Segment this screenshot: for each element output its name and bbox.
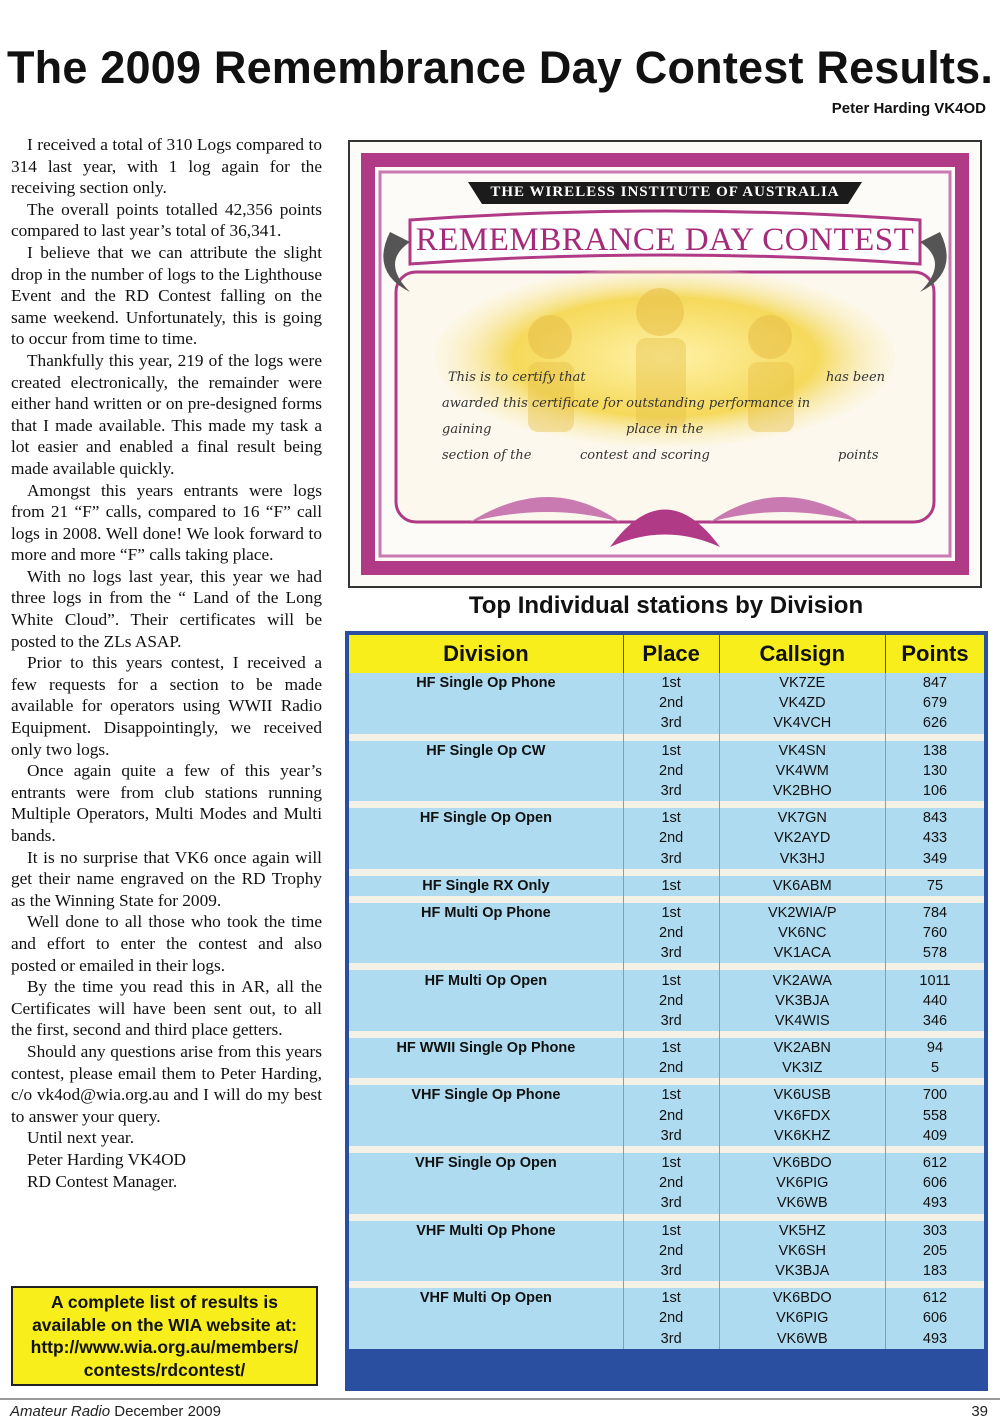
place-cell: 2nd: [623, 1106, 719, 1126]
certificate-script: place in the: [626, 422, 704, 437]
table-row: [349, 1173, 984, 1193]
table-row: [349, 1288, 984, 1308]
spacer-cell: [719, 1214, 885, 1221]
place-cell: 1st: [623, 1221, 719, 1241]
division-name-cell: [349, 1261, 623, 1281]
results-table-frame: [345, 631, 988, 1391]
table-row: [349, 849, 984, 869]
table-row: [349, 1038, 984, 1058]
points-cell: 626: [885, 713, 984, 733]
points-cell: 349: [885, 849, 984, 869]
callsign-cell: VK4VCH: [719, 713, 885, 733]
callsign-cell: VK6SH: [719, 1241, 885, 1261]
callsign-cell: VK3HJ: [719, 849, 885, 869]
table-row: [349, 808, 984, 828]
article-paragraph: Well done to all those who took the time and effort to enter the contest and also posted or emailed in their logs.: [11, 912, 322, 975]
spacer-cell: [349, 1031, 623, 1038]
spacer-cell: [719, 963, 885, 970]
place-cell: 1st: [623, 876, 719, 896]
certificate-script: This is to certify that: [448, 370, 586, 385]
article-paragraph: Amongst this years entrants were logs from 21 “F” calls, compared to 16 “F” call logs in 2008. Well done! We look forward to more and more “F” calls taking place.: [11, 480, 322, 565]
certificate-name: REMEMBRANCE DAY CONTEST: [415, 222, 915, 258]
certificate-script: gaining: [442, 422, 492, 437]
certificate-org: THE WIRELESS INSTITUTE OF AUSTRALIA: [490, 184, 840, 200]
spacer-cell: [719, 1281, 885, 1288]
spacer-cell: [885, 1078, 984, 1085]
spacer-cell: [885, 1281, 984, 1288]
spacer-cell: [349, 734, 623, 741]
signoff-line: RD Contest Manager.: [27, 1171, 178, 1191]
points-cell: 205: [885, 1241, 984, 1261]
issue-date: December 2009: [114, 1403, 221, 1420]
division-name-cell: [349, 1011, 623, 1031]
callsign-cell: VK6NC: [719, 923, 885, 943]
place-cell: 3rd: [623, 1328, 719, 1348]
division-name-cell: HF Single Op CW: [349, 741, 623, 761]
division-spacer: [349, 1146, 984, 1153]
place-cell: 2nd: [623, 1173, 719, 1193]
division-name-cell: [349, 1328, 623, 1348]
callsign-cell: VK4SN: [719, 741, 885, 761]
points-cell: 578: [885, 943, 984, 963]
spacer-cell: [349, 1214, 623, 1221]
table-row: [349, 1193, 984, 1213]
points-cell: 606: [885, 1173, 984, 1193]
magazine-name: Amateur Radio: [10, 1403, 111, 1420]
table-row: [349, 903, 984, 923]
place-cell: 1st: [623, 808, 719, 828]
points-cell: 700: [885, 1085, 984, 1105]
points-cell: 843: [885, 808, 984, 828]
spacer-cell: [349, 1281, 623, 1288]
points-cell: 612: [885, 1153, 984, 1173]
place-cell: 2nd: [623, 1058, 719, 1078]
points-cell: 493: [885, 1328, 984, 1348]
table-row: [349, 781, 984, 801]
place-cell: 3rd: [623, 1126, 719, 1146]
division-name-cell: [349, 1241, 623, 1261]
spacer-cell: [349, 896, 623, 903]
footer-divider: [0, 1398, 1000, 1400]
division-name-cell: [349, 781, 623, 801]
column-header-points: Points: [885, 635, 984, 673]
place-cell: 3rd: [623, 713, 719, 733]
callsign-cell: VK4WIS: [719, 1011, 885, 1031]
points-cell: 138: [885, 741, 984, 761]
spacer-cell: [885, 896, 984, 903]
page-title: The 2009 Remembrance Day Contest Results.: [6, 42, 994, 93]
spacer-cell: [719, 869, 885, 876]
article-paragraph: Prior to this years contest, I received a few requests for a section to be made available for operators using WWII Radio Equipment. Disappointingly, we received only two logs.: [11, 653, 322, 759]
table-row: [349, 1308, 984, 1328]
spacer-cell: [623, 1281, 719, 1288]
place-cell: 2nd: [623, 991, 719, 1011]
spacer-cell: [349, 869, 623, 876]
callsign-cell: VK6BDO: [719, 1288, 885, 1308]
table-header-row: [349, 635, 984, 673]
place-cell: 3rd: [623, 1011, 719, 1031]
table-row: [349, 1328, 984, 1348]
place-cell: 1st: [623, 1038, 719, 1058]
spacer-cell: [719, 1031, 885, 1038]
article-paragraph: Should any questions arise from this years contest, please email them to Peter Harding, c/o vk4od@wia.org.au and I will do my best to answer your query.: [11, 1041, 322, 1126]
points-cell: 606: [885, 1308, 984, 1328]
table-row: [349, 693, 984, 713]
table-row: [349, 876, 984, 896]
article-paragraph: I believe that we can attribute the slight drop in the number of logs to the Lighthouse Event and the RD Contest falling on the same weekend. Unfortunately, this is going to occur from time to time.: [11, 242, 322, 349]
division-spacer: [349, 1281, 984, 1288]
callsign-cell: VK6WB: [719, 1328, 885, 1348]
points-cell: 440: [885, 991, 984, 1011]
article-paragraph: Thankfully this year, 219 of the logs were created electronically, the remainder were either hand written or on pre-designed forms that I made available. This made my task a lot easier and enabled a final result being made available quickly.: [11, 350, 322, 478]
points-cell: 106: [885, 781, 984, 801]
notice-line: available on the WIA website at:: [32, 1314, 297, 1335]
division-spacer: [349, 896, 984, 903]
division-name-cell: [349, 943, 623, 963]
division-name-cell: VHF Multi Op Phone: [349, 1221, 623, 1241]
certificate-image: [348, 140, 982, 588]
callsign-cell: VK3BJA: [719, 991, 885, 1011]
spacer-cell: [885, 1146, 984, 1153]
place-cell: 3rd: [623, 1261, 719, 1281]
place-cell: 3rd: [623, 1193, 719, 1213]
signoff-line: Peter Harding VK4OD: [27, 1149, 187, 1169]
division-name-cell: [349, 1193, 623, 1213]
spacer-cell: [719, 1078, 885, 1085]
spacer-cell: [623, 801, 719, 808]
certificate-script: awarded this certificate for outstanding performance in: [442, 396, 811, 411]
division-name-cell: HF WWII Single Op Phone: [349, 1038, 623, 1058]
notice-url-line[interactable]: http://www.wia.org.au/members/: [30, 1337, 299, 1357]
division-spacer: [349, 1214, 984, 1221]
table-row: [349, 991, 984, 1011]
article-paragraph: I received a total of 310 Logs compared to 314 last year, with 1 log again for the receiving section only.: [11, 135, 322, 198]
table-row: [349, 761, 984, 781]
points-cell: 679: [885, 693, 984, 713]
spacer-cell: [623, 896, 719, 903]
division-name-cell: VHF Single Op Open: [349, 1153, 623, 1173]
division-name-cell: HF Single RX Only: [349, 876, 623, 896]
points-cell: 493: [885, 1193, 984, 1213]
table-row: [349, 970, 984, 990]
callsign-cell: VK2WIA/P: [719, 903, 885, 923]
division-spacer: [349, 1031, 984, 1038]
callsign-cell: VK6PIG: [719, 1173, 885, 1193]
place-cell: 2nd: [623, 1241, 719, 1261]
article-paragraph: By the time you read this in AR, all the Certificates will have been sent out, to all the first, second and third place getters.: [11, 977, 322, 1040]
callsign-cell: VK5HZ: [719, 1221, 885, 1241]
place-cell: 2nd: [623, 828, 719, 848]
table-row: [349, 828, 984, 848]
signoff-line: Until next year.: [27, 1128, 135, 1148]
place-cell: 1st: [623, 970, 719, 990]
spacer-cell: [623, 1214, 719, 1221]
division-name-cell: VHF Multi Op Open: [349, 1288, 623, 1308]
spacer-cell: [349, 801, 623, 808]
table-row: [349, 1058, 984, 1078]
place-cell: 1st: [623, 1288, 719, 1308]
division-name-cell: [349, 1308, 623, 1328]
callsign-cell: VK2ABN: [719, 1038, 885, 1058]
callsign-cell: VK6ABM: [719, 876, 885, 896]
callsign-cell: VK6FDX: [719, 1106, 885, 1126]
spacer-cell: [885, 734, 984, 741]
callsign-cell: VK6KHZ: [719, 1126, 885, 1146]
spacer-cell: [885, 1031, 984, 1038]
division-name-cell: [349, 1126, 623, 1146]
spacer-cell: [885, 963, 984, 970]
spacer-cell: [349, 963, 623, 970]
table-row: [349, 741, 984, 761]
division-name-cell: [349, 713, 623, 733]
callsign-cell: VK6WB: [719, 1193, 885, 1213]
certificate-artwork: [350, 142, 980, 586]
division-name-cell: [349, 991, 623, 1011]
column-header-division: Division: [349, 635, 623, 673]
division-name-cell: HF Multi Op Open: [349, 970, 623, 990]
spacer-cell: [719, 734, 885, 741]
points-cell: 130: [885, 761, 984, 781]
place-cell: 1st: [623, 1153, 719, 1173]
division-spacer: [349, 1078, 984, 1085]
place-cell: 2nd: [623, 761, 719, 781]
notice-url-line[interactable]: contests/rdcontest/: [83, 1359, 246, 1380]
division-name-cell: [349, 1058, 623, 1078]
article-paragraph: With no logs last year, this year we had three logs in from the “ Land of the Long White Cloud”. Their certificates will be posted to the ZLs ASAP.: [11, 566, 322, 651]
spacer-cell: [885, 801, 984, 808]
results-table: [349, 635, 984, 1349]
spacer-cell: [623, 963, 719, 970]
division-name-cell: VHF Single Op Phone: [349, 1085, 623, 1105]
spacer-cell: [349, 1078, 623, 1085]
spacer-cell: [623, 1146, 719, 1153]
article-paragraph: The overall points totalled 42,356 points compared to last year’s total of 36,341.: [11, 199, 322, 241]
results-table-body: [349, 673, 984, 1349]
certificate-script: points: [838, 448, 879, 463]
points-cell: 346: [885, 1011, 984, 1031]
column-header-place: Place: [623, 635, 719, 673]
column-header-callsign: Callsign: [719, 635, 885, 673]
place-cell: 3rd: [623, 943, 719, 963]
callsign-cell: VK6PIG: [719, 1308, 885, 1328]
place-cell: 1st: [623, 903, 719, 923]
division-spacer: [349, 963, 984, 970]
page-number: 39: [971, 1403, 988, 1420]
table-row: [349, 1011, 984, 1031]
callsign-cell: VK2AYD: [719, 828, 885, 848]
table-row: [349, 923, 984, 943]
callsign-cell: VK7ZE: [719, 673, 885, 693]
article-paragraph: Once again quite a few of this year’s entrants were from club stations running Multiple Operators, Multi Modes and Multi bands.: [11, 761, 322, 845]
points-cell: 760: [885, 923, 984, 943]
division-name-cell: [349, 923, 623, 943]
spacer-cell: [623, 734, 719, 741]
spacer-cell: [719, 801, 885, 808]
points-cell: 847: [885, 673, 984, 693]
table-row: [349, 1085, 984, 1105]
table-row: [349, 1261, 984, 1281]
division-spacer: [349, 801, 984, 808]
certificate-script: contest and scoring: [580, 448, 710, 463]
table-row: [349, 1153, 984, 1173]
callsign-cell: VK7GN: [719, 808, 885, 828]
points-cell: 612: [885, 1288, 984, 1308]
footer-publication: [10, 1403, 221, 1420]
table-row: [349, 943, 984, 963]
division-name-cell: [349, 1173, 623, 1193]
division-name-cell: HF Single Op Phone: [349, 673, 623, 693]
division-spacer: [349, 869, 984, 876]
points-cell: 183: [885, 1261, 984, 1281]
notice-line: A complete list of results is: [51, 1292, 278, 1312]
division-name-cell: [349, 1106, 623, 1126]
spacer-cell: [719, 1146, 885, 1153]
points-cell: 1011: [885, 970, 984, 990]
article-paragraph: It is no surprise that VK6 once again will get their name engraved on the RD Trophy as the Winning State for 2009.: [11, 847, 322, 910]
points-cell: 433: [885, 828, 984, 848]
callsign-cell: VK2AWA: [719, 970, 885, 990]
spacer-cell: [623, 869, 719, 876]
division-name-cell: [349, 828, 623, 848]
division-name-cell: [349, 849, 623, 869]
spacer-cell: [623, 1078, 719, 1085]
points-cell: 409: [885, 1126, 984, 1146]
results-link-notice: [11, 1286, 318, 1386]
place-cell: 3rd: [623, 849, 719, 869]
division-name-cell: HF Multi Op Phone: [349, 903, 623, 923]
callsign-cell: VK3IZ: [719, 1058, 885, 1078]
callsign-cell: VK6USB: [719, 1085, 885, 1105]
callsign-cell: VK6BDO: [719, 1153, 885, 1173]
points-cell: 784: [885, 903, 984, 923]
results-heading: Top Individual stations by Division: [468, 592, 864, 619]
place-cell: 3rd: [623, 781, 719, 801]
place-cell: 2nd: [623, 1308, 719, 1328]
points-cell: 75: [885, 876, 984, 896]
certificate-script: has been: [826, 370, 886, 385]
table-row: [349, 673, 984, 693]
place-cell: 1st: [623, 1085, 719, 1105]
table-row: [349, 1106, 984, 1126]
place-cell: 2nd: [623, 693, 719, 713]
certificate-script: section of the: [442, 448, 532, 463]
table-row: [349, 713, 984, 733]
callsign-cell: VK1ACA: [719, 943, 885, 963]
place-cell: 2nd: [623, 923, 719, 943]
table-row: [349, 1126, 984, 1146]
points-cell: 94: [885, 1038, 984, 1058]
spacer-cell: [885, 869, 984, 876]
article-body: [11, 134, 322, 1192]
spacer-cell: [719, 896, 885, 903]
place-cell: 1st: [623, 673, 719, 693]
author-byline: Peter Harding VK4OD: [831, 100, 986, 117]
division-name-cell: HF Single Op Open: [349, 808, 623, 828]
division-spacer: [349, 734, 984, 741]
callsign-cell: VK3BJA: [719, 1261, 885, 1281]
place-cell: 1st: [623, 741, 719, 761]
spacer-cell: [349, 1146, 623, 1153]
points-cell: 303: [885, 1221, 984, 1241]
table-row: [349, 1241, 984, 1261]
division-name-cell: [349, 693, 623, 713]
spacer-cell: [885, 1214, 984, 1221]
callsign-cell: VK2BHO: [719, 781, 885, 801]
callsign-cell: VK4ZD: [719, 693, 885, 713]
table-row: [349, 1221, 984, 1241]
division-name-cell: [349, 761, 623, 781]
points-cell: 5: [885, 1058, 984, 1078]
spacer-cell: [623, 1031, 719, 1038]
points-cell: 558: [885, 1106, 984, 1126]
callsign-cell: VK4WM: [719, 761, 885, 781]
